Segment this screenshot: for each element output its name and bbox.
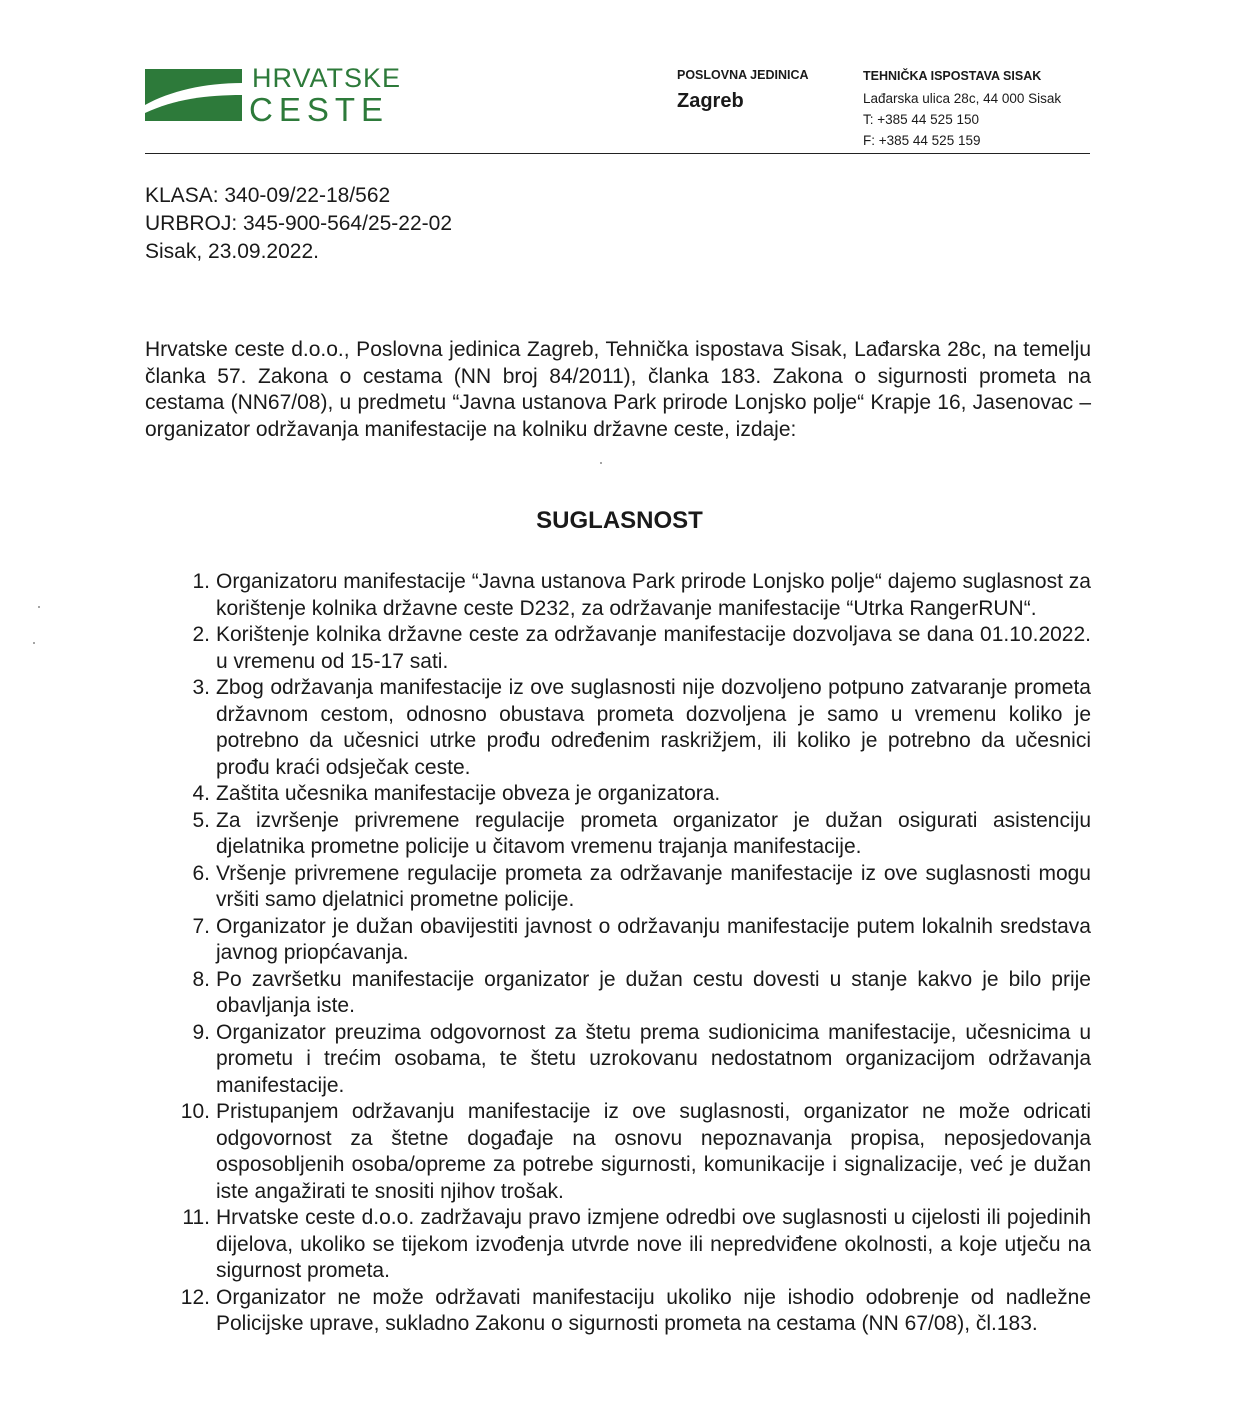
- condition-number: 3.: [192, 676, 210, 699]
- condition-number: 8.: [192, 967, 210, 991]
- scan-speck: [600, 462, 602, 464]
- road-swoosh-icon: [145, 65, 245, 123]
- condition-text: Po završetku manifestacije organizator je dužan cestu dovesti u stanje kakvo je bilo prije obavljanja iste.: [216, 967, 1091, 1017]
- condition-number: 12.: [180, 1285, 210, 1309]
- condition-number: 11.: [182, 1206, 210, 1229]
- letterhead: [145, 62, 1090, 154]
- condition-text: Vršenje privremene regulacije prometa za održavanje manifestacije iz ove suglasnosti mogu vršiti samo djelatnici prometne policije.: [216, 861, 1091, 911]
- condition-item: [170, 622, 1091, 675]
- logo-text-line2: CESTE: [249, 91, 390, 128]
- condition-item: [170, 967, 1091, 1020]
- document-reference: [145, 182, 452, 266]
- office-fax: F: +385 44 525 159: [863, 133, 981, 148]
- condition-number: 4.: [192, 782, 210, 805]
- business-unit-name: Zagreb: [677, 90, 744, 112]
- condition-number: 6.: [192, 861, 210, 885]
- document-title: SUGLASNOST: [536, 507, 703, 534]
- intro-paragraph: Hrvatske ceste d.o.o., Poslovna jedinica Zagreb, Tehnička ispostava Sisak, Lađarska 28c, na temelju članka 57. Zakona o cestama (NN broj 84/2011), članka 183. Zakona o sigurnosti prometa na cestama (NN67/08), u predmetu “Javna ustanova Park prirode Lonjsko polje“ Krapje 16, Jasenovac – organizator održavanja manifestacije na kolniku državne ceste, izdaje:: [145, 338, 1091, 441]
- condition-item: [170, 781, 1091, 808]
- condition-number: 9.: [192, 1020, 210, 1044]
- condition-number: 10.: [180, 1100, 210, 1123]
- condition-item: [170, 1285, 1091, 1338]
- condition-item: [170, 861, 1091, 914]
- condition-text: Zbog održavanja manifestacije iz ove suglasnosti nije dozvoljeno potpuno zatvaranje prometa državnom cestom, odnosno obustava prometa dozvoljena je samo u vremenu koliko je potrebno da učesnici utrke prođu određenim raskrižjem, ili koliko je potrebno da učesnici prođu kraći odsječak ceste.: [216, 676, 1091, 779]
- hrvatske-ceste-logo: [145, 63, 402, 128]
- business-unit-label: POSLOVNA JEDINICA: [677, 68, 809, 82]
- condition-text: Pristupanjem održavanju manifestacije iz ove suglasnosti, organizator ne može odricati odgovornost za štetne događaje na osnovu nepoznavanja propisa, neposjedovanja osposobljenih osoba/opreme za potrebe sigurnosti, komunikacije i signalizacije, već je dužan iste angažirati te snositi njihov trošak.: [216, 1100, 1091, 1203]
- conditions-list: [170, 569, 1091, 1338]
- condition-item: [170, 1205, 1091, 1285]
- office-title: TEHNIČKA ISPOSTAVA SISAK: [863, 69, 1042, 83]
- condition-item: [170, 569, 1091, 622]
- condition-text: Zaštita učesnika manifestacije obveza je organizatora.: [216, 782, 721, 805]
- condition-item: [170, 808, 1091, 861]
- scan-speck: [33, 642, 35, 644]
- condition-text: Hrvatske ceste d.o.o. zadržavaju pravo izmjene odredbi ove suglasnosti u cijelosti ili pojedinih dijelova, ukoliko se tijekom izvođenja utvrde nove ili nepredviđene okolnosti, a koje utječu na sigurnost prometa.: [216, 1206, 1091, 1282]
- condition-item: [170, 914, 1091, 967]
- condition-text: Za izvršenje privremene regulacije prometa organizator je dužan osigurati asistenciju djelatnika prometne policije u čitavom vremenu trajanja manifestacije.: [216, 808, 1091, 858]
- condition-text: Korištenje kolnika državne ceste za održavanje manifestacije dozvoljava se dana 01.10.2022. u vremenu od 15-17 sati.: [216, 623, 1091, 673]
- business-unit: [677, 68, 809, 113]
- condition-text: Organizator ne može održavati manifestaciju ukoliko nije ishodio odobrenje od nadležne Policijske uprave, sukladno Zakonu o sigurnosti prometa na cestama (NN 67/08), čl.183.: [216, 1285, 1091, 1335]
- klasa-line: KLASA: 340-09/22-18/562: [145, 184, 391, 207]
- office-contact: [863, 68, 1061, 151]
- condition-item: [170, 1020, 1091, 1100]
- condition-text: Organizator je dužan obavijestiti javnost o održavanju manifestacije putem lokalnih sredstava javnog priopćavanja.: [216, 914, 1091, 964]
- condition-number: 5.: [192, 808, 210, 832]
- condition-item: [170, 1099, 1091, 1205]
- condition-item: [170, 675, 1091, 781]
- place-date-line: Sisak, 23.09.2022.: [145, 240, 319, 263]
- scan-speck: [38, 606, 40, 608]
- condition-number: 2.: [192, 623, 210, 646]
- condition-text: Organizatoru manifestacije “Javna ustanova Park prirode Lonjsko polje“ dajemo suglasnost za korištenje kolnika državne ceste D232, za održavanje manifestacije “Utrka RangerRUN“.: [216, 570, 1091, 620]
- condition-number: 7.: [192, 914, 210, 938]
- header-divider: [145, 153, 1090, 154]
- office-address: Lađarska ulica 28c, 44 000 Sisak: [863, 91, 1062, 106]
- logo-text-line1: HRVATSKE: [252, 63, 402, 93]
- condition-number: 1.: [192, 570, 210, 593]
- urbroj-line: URBROJ: 345-900-564/25-22-02: [145, 212, 453, 235]
- condition-text: Organizator preuzima odgovornost za štetu prema sudionicima manifestacije, učesnicima u prometu i trećim osobama, te štetu uzrokovanu nedostatnom organizacijom održavanja manifestacije.: [216, 1020, 1091, 1097]
- office-phone: T: +385 44 525 150: [863, 112, 979, 127]
